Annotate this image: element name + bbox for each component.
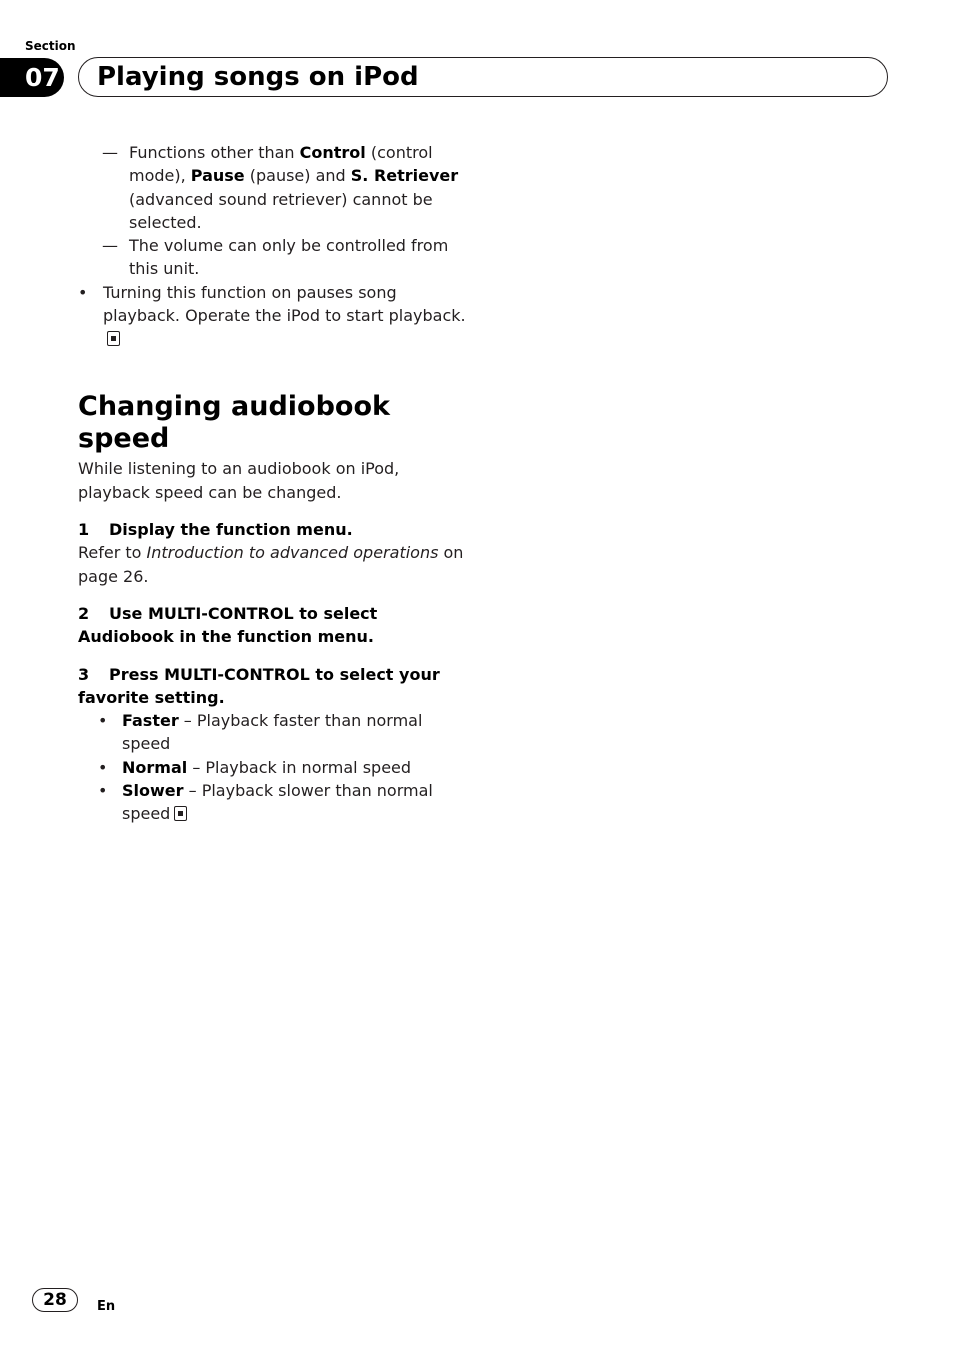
note-text: (control mode), — [129, 143, 433, 186]
note-text: (pause) and — [244, 166, 351, 186]
bullet-marker: • — [98, 711, 108, 731]
bullet-marker: • — [98, 757, 108, 777]
speed-option-item — [98, 779, 470, 826]
option-desc: – Playback slower than normal speed — [122, 781, 433, 824]
speed-option-item — [98, 756, 470, 779]
bullet-marker: • — [78, 282, 88, 302]
note-bullet-item — [78, 281, 470, 351]
step-text: Use MULTI-CONTROL to select Audiobook in the function menu. — [78, 603, 378, 647]
audiobook-heading: Changing audiobook speed — [78, 390, 390, 455]
end-of-section-icon — [174, 806, 187, 821]
step-number: 2 — [78, 603, 90, 623]
step-2-title — [78, 602, 470, 649]
cross-reference: Introduction to advanced operations — [146, 543, 439, 563]
speed-option-item — [98, 709, 470, 756]
option-name: Faster — [122, 711, 179, 731]
option-name: Normal — [122, 757, 188, 777]
option-name: Slower — [122, 781, 184, 801]
note-dash-item — [78, 141, 470, 234]
step-1-body — [78, 541, 470, 588]
section-number-badge: 07 — [0, 58, 64, 97]
step-body-text: Refer to — [78, 543, 147, 563]
end-of-section-icon — [107, 331, 120, 346]
note-dash-item — [78, 234, 470, 281]
dash-marker: — — [102, 143, 118, 162]
bullet-marker: • — [98, 781, 108, 801]
note-text: (advanced sound retriever) cannot be selected. — [129, 189, 433, 232]
note-text: Turning this function on pauses song playback. Operate the iPod to start playback. — [103, 282, 466, 326]
note-text: The volume can only be controlled from this unit. — [129, 236, 449, 279]
section-label: Section — [25, 39, 76, 53]
s-retriever-term: S. Retriever — [350, 166, 459, 186]
audiobook-intro: While listening to an audiobook on iPod, playback speed can be changed. — [78, 459, 400, 502]
step-1-title — [78, 518, 470, 541]
dash-marker: — — [102, 236, 118, 256]
option-desc: – Playback in normal speed — [187, 757, 412, 777]
speed-options-list — [78, 709, 470, 825]
main-content — [78, 141, 470, 826]
step-number: 1 — [78, 520, 90, 540]
step-3-title — [78, 663, 470, 710]
control-term: Control — [299, 143, 366, 162]
note-text: Functions other than — [129, 143, 300, 162]
page-number: 28 — [32, 1288, 78, 1312]
option-desc: – Playback faster than normal speed — [122, 711, 423, 754]
step-number: 3 — [78, 664, 90, 684]
step-text: Display the function menu. — [109, 520, 353, 540]
step-body-text: on page 26. — [78, 543, 464, 586]
section-title: Playing songs on iPod — [78, 57, 888, 97]
language-code: En — [97, 1299, 116, 1314]
step-text: Press MULTI-CONTROL to select your favorite setting. — [78, 664, 440, 707]
pause-term: Pause — [190, 166, 245, 186]
